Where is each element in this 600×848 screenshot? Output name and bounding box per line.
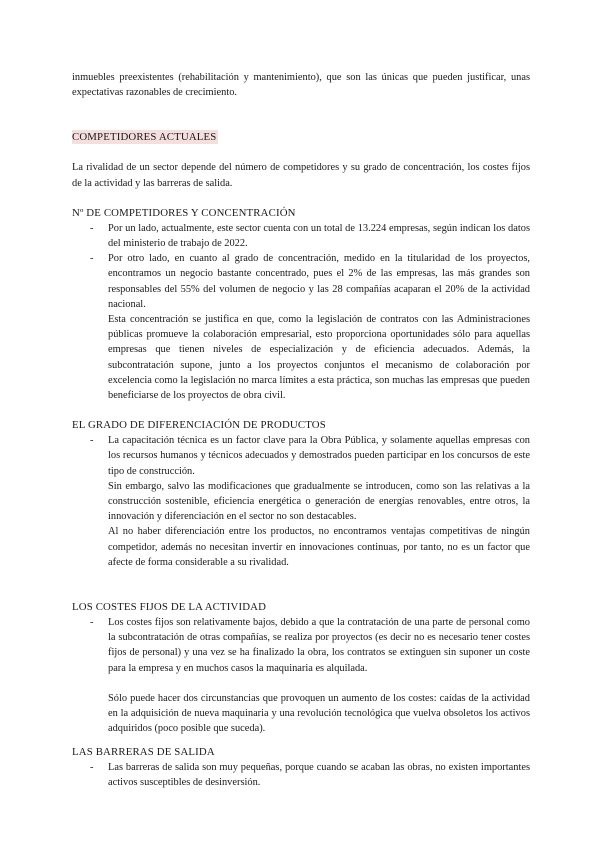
bullet-dash: -	[90, 222, 94, 234]
bullet-text: La capacitación técnica es un factor clave para la Obra Pública, y solamente aquellas empresas con los recursos humanos y técnicos adecuados y demostrados pueden participar en los concursos de este tipo de construcción.	[108, 435, 530, 477]
highlighted-heading-text: COMPETIDORES ACTUALES	[72, 131, 217, 144]
bullet-dash: -	[90, 761, 94, 773]
diferenciacion-paragraph-2: Sin embargo, salvo las modificaciones que gradualmente se introducen, como son las relativas a la construcción sostenible, eficiencia energética o generación de energías renovables, entre otros, la innovación y diferenciación en el sector no son destacables.	[108, 480, 530, 523]
heading-diferenciacion: EL GRADO DE DIFERENCIACIÓN DE PRODUCTOS	[72, 419, 326, 432]
list-item	[72, 221, 530, 251]
heading-competidores-actuales	[72, 130, 530, 145]
bullet-dash: -	[90, 253, 94, 265]
list-item	[72, 251, 530, 312]
heading-costes-fijos: LOS COSTES FIJOS DE LA ACTIVIDAD	[72, 601, 267, 614]
list-item	[72, 433, 530, 479]
bullet-text: Las barreras de salida son muy pequeñas, porque cuando se acaban las obras, no existen importantes activos susceptibles de desinversión.	[108, 761, 530, 788]
list-item	[72, 615, 530, 676]
competidores-paragraph: La rivalidad de un sector depende del número de competidores y su grado de concentración, los costes fijos de la actividad y las barreras de salida.	[72, 162, 530, 189]
heading-concentracion: Nº DE COMPETIDORES Y CONCENTRACIÓN	[72, 206, 296, 219]
intro-paragraph: inmuebles preexistentes (rehabilitación y mantenimiento), que son las únicas que pueden justificar, unas expectativas razonables de crecimiento.	[72, 72, 530, 99]
concentracion-continuation: Esta concentración se justifica en que, como la legislación de contratos con las Administraciones públicas promueve la colaboración empresarial, esto proporciona oportunidades sólo para aquellas empresas que tienen niveles de especialización y de eficiencia adecuados. Además, la subcontratación supone, junto a los proyectos conjuntos el mecanismo de colaboración por excelencia como la legislación no marca límites a esta práctica, son muchas las empresas que pueden beneficiarse de los proyectos de obra civil.	[108, 314, 530, 402]
bullet-text: Los costes fijos son relativamente bajos, debido a que la contratación de una parte de personal como la subcontratación de otras compañías, se realiza por proyectos (es decir no es necesario tener costes fijos de personal) y una vez se ha finalizado la obra, los contratos se extinguen sin suponer un coste para la empresa y en muchos casos la maquinaria es alquilada.	[108, 617, 530, 674]
bullet-dash: -	[90, 435, 94, 447]
bullet-text: Por un lado, actualmente, este sector cuenta con un total de 13.224 empresas, según indican los datos del ministerio de trabajo de 2022.	[108, 222, 530, 250]
heading-barreras-salida: LAS BARRERAS DE SALIDA	[72, 745, 215, 758]
diferenciacion-paragraph-3: Al no haber diferenciación entre los productos, no encontramos ventajas competitivas de ningún competidor, además no necesitan invertir en innovaciones continuas, por tanto, no es un factor que afecte de forma considerable a su rivalidad.	[108, 526, 530, 568]
list-item	[72, 760, 530, 790]
bullet-dash: -	[90, 617, 94, 629]
bullet-text: Por otro lado, en cuanto al grado de concentración, medido en la titularidad de los proyectos, encontramos un negocio bastante concentrado, pues el 2% de las empresas, las más grandes son responsables del 55% del volumen de negocio y las 28 compañías acaparan el 20% de la actividad nacional.	[108, 253, 530, 310]
costes-paragraph-2: Sólo puede hacer dos circunstancias que provoquen un aumento de los costes: caídas de la actividad en la adquisición de nueva maquinaria y una revolución tecnológica que vuelva obsoletos los activos adquiridos (poco posible que suceda).	[108, 692, 530, 735]
